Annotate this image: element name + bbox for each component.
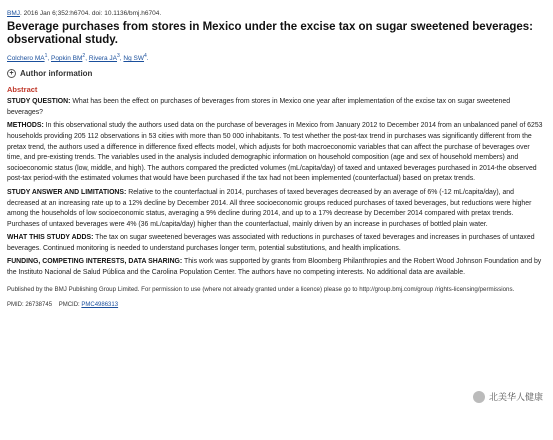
section-answer-limitations	[7, 188, 546, 230]
section-funding	[7, 257, 546, 278]
section-heading: WHAT THIS STUDY ADDS:	[7, 234, 94, 242]
section-study-question	[7, 97, 546, 118]
section-text: This work was supported by grants from Bloomberg Philanthropies and the Robert Wood Johnson Foundation and by the Instituto Nacional de Salud Pública and the Carolina Population Center. The authors have no competing interests. No additional data are available.	[7, 258, 542, 277]
author-link[interactable]: Ng SW	[123, 55, 145, 63]
section-text: Relative to the counterfactual in 2014, purchases of taxed beverages decreased by an average of 6% (-12 mL/capita/day), and decreased at an increasing rate up to a 12% decline by December 2014. All three socioeconomic groups reduced purchases of taxed beverages, but reductions were higher among the households of low socioeconomic status, averaging a 9% decline during 2014, and up to a 17% decrease by December 2014 compared with pretax trends. Purchases of untaxed beverages were 4% (36 mL/capita/day) higher than the counterfactual, mainly driven by an increase in purchases of bottled plain water.	[7, 188, 532, 228]
plus-icon: +	[7, 69, 16, 78]
section-what-study-adds	[7, 233, 546, 254]
section-heading: FUNDING, COMPETING INTERESTS, DATA SHARING:	[7, 258, 183, 266]
section-heading: METHODS:	[7, 122, 44, 130]
pmid-line	[7, 302, 546, 308]
section-heading: STUDY ANSWER AND LIMITATIONS:	[7, 188, 127, 196]
citation-details: . 2016 Jan 6;352:h6704. doi: 10.1136/bmj.h6704.	[20, 10, 162, 17]
journal-link[interactable]: BMJ	[7, 10, 20, 17]
pmid: PMID: 26738745	[7, 301, 53, 308]
author-link[interactable]: Colchero MA	[7, 55, 45, 63]
author-link[interactable]: Popkin BM	[50, 55, 83, 63]
watermark	[473, 390, 543, 403]
wechat-icon	[473, 391, 485, 403]
author-affiliation-sup: 3	[117, 53, 120, 59]
author-affiliation-sup: 1	[44, 53, 48, 59]
author-affiliation-sup: 2	[82, 53, 86, 59]
section-text: The tax on sugar sweetened beverages was associated with reductions in purchases of taxed beverages and increases in purchases of untaxed beverages. Continued monitoring is needed to understand purchases longer term, potential substitutions, and health implications.	[7, 234, 535, 252]
author-link[interactable]: Rivera JA	[88, 55, 118, 63]
pmcid-label: PMCID:	[58, 301, 80, 308]
section-methods	[7, 121, 546, 185]
pmcid-link[interactable]: PMC4986313	[81, 301, 119, 308]
section-text: In this observational study the authors used data on the purchase of beverages in Mexico from January 2012 to December 2014 from an unbalanced panel of 6253 households providing 205 112 observations in 53 cities with more than 50 000 inhabitants. To test whether the post-tax trend in purchases was significantly different from the pretax trend, the authors used a difference in difference fixed effects model, which adjusts for both macroeconomic variables that can affect the purchase of beverages over time, and pre-existing trends. The variables used in the analysis included demographic information on household composition (age and sex of household members) and socioeconomic status (low, middle, and high). The authors compared the predicted volumes (mL/capita/day) of taxed and untaxed beverages purchased in 2014-the observed post-tax period-with the estimated volumes that would have been purchased if the tax had not been implemented (counterfactual) based on pretax trends.	[7, 122, 543, 183]
author-list: Colchero $MA^1$, Popkin $BM^2$, Rivera $JA^3$, Ng $SW^4$.	[7, 53, 149, 63]
publisher-footer: Published by the BMJ Publishing Group Limited. For permission to use (where not already granted under a licence) please go to http://group.bmj.com/group /rights-licensing/permissions.	[7, 285, 515, 293]
author-info-label: Author information	[20, 69, 93, 79]
citation	[7, 10, 546, 17]
author-info-toggle[interactable]	[7, 69, 546, 78]
section-text: What has been the effect on purchases of beverages from stores in Mexico one year after implementation of the excise tax on sugar sweetened beverages?	[7, 98, 511, 116]
watermark-text: 北美华人健康	[488, 392, 543, 402]
author-affiliation-sup: 4	[144, 53, 147, 59]
section-heading: STUDY QUESTION:	[7, 98, 71, 106]
abstract-heading: Abstract	[7, 85, 38, 95]
article-title: Beverage purchases from stores in Mexico under the excise tax on sugar sweetened beverages: observational study.	[7, 21, 534, 46]
